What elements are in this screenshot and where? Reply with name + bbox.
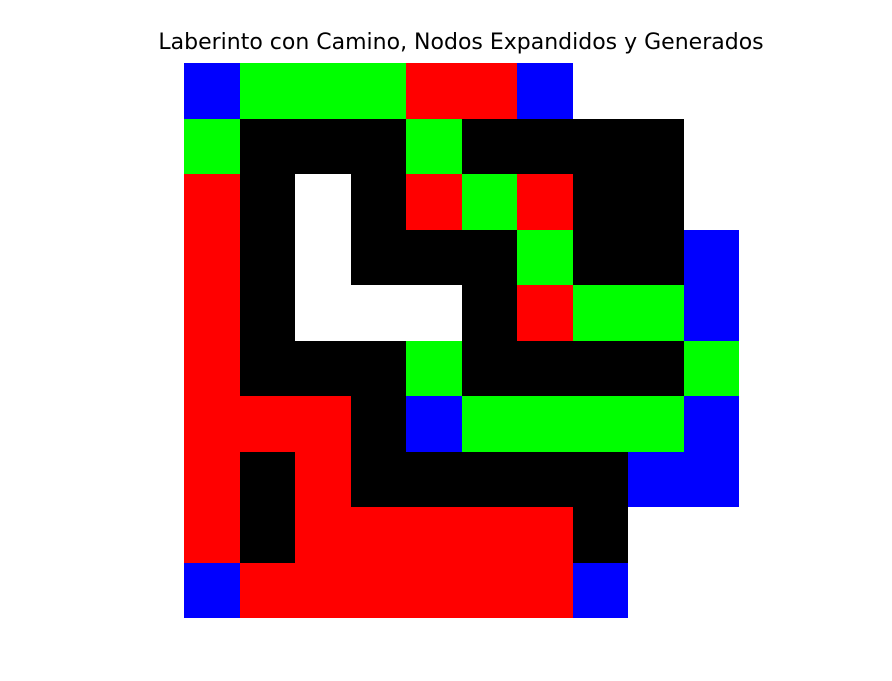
maze-cell-pared-r5-c7 xyxy=(573,341,628,396)
maze-cell-pared-r1-c1 xyxy=(240,119,295,174)
maze-cell-pared-r2-c1 xyxy=(240,174,295,230)
maze-cell-camino-r8-c3 xyxy=(351,507,406,563)
maze-cell-generado-r6-c9 xyxy=(684,396,739,452)
maze-cell-generado-r7-c8 xyxy=(628,452,684,507)
maze-cell-pared-r3-c7 xyxy=(573,230,628,285)
maze-cell-camino-r5-c0 xyxy=(184,341,240,396)
maze-cell-expandido-r0-c3 xyxy=(351,63,406,119)
maze-cell-expandido-r6-c5 xyxy=(462,396,517,452)
maze-cell-generado-r4-c9 xyxy=(684,285,739,341)
maze-cell-pared-r8-c7 xyxy=(573,507,628,563)
maze-cell-expandido-r6-c8 xyxy=(628,396,684,452)
maze-cell-camino-r9-c4 xyxy=(406,563,462,618)
maze-cell-libre-r8-c9 xyxy=(684,507,739,563)
maze-cell-pared-r2-c3 xyxy=(351,174,406,230)
maze-cell-camino-r3-c0 xyxy=(184,230,240,285)
maze-cell-generado-r6-c4 xyxy=(406,396,462,452)
maze-cell-generado-r3-c9 xyxy=(684,230,739,285)
maze-cell-pared-r1-c5 xyxy=(462,119,517,174)
maze-cell-libre-r8-c8 xyxy=(628,507,684,563)
maze-cell-pared-r3-c1 xyxy=(240,230,295,285)
maze-cell-camino-r0-c5 xyxy=(462,63,517,119)
maze-cell-pared-r7-c3 xyxy=(351,452,406,507)
maze-cell-expandido-r6-c6 xyxy=(517,396,573,452)
maze-cell-pared-r7-c7 xyxy=(573,452,628,507)
maze-cell-pared-r2-c7 xyxy=(573,174,628,230)
maze-cell-libre-r4-c4 xyxy=(406,285,462,341)
maze-cell-pared-r1-c2 xyxy=(295,119,351,174)
maze-cell-pared-r7-c5 xyxy=(462,452,517,507)
maze-cell-libre-r1-c9 xyxy=(684,119,739,174)
maze-cell-expandido-r2-c5 xyxy=(462,174,517,230)
maze-cell-expandido-r1-c0 xyxy=(184,119,240,174)
maze-cell-pared-r5-c6 xyxy=(517,341,573,396)
maze-cell-pared-r3-c4 xyxy=(406,230,462,285)
maze-cell-camino-r8-c5 xyxy=(462,507,517,563)
maze-cell-camino-r4-c6 xyxy=(517,285,573,341)
maze-cell-generado-r9-c0 xyxy=(184,563,240,618)
maze-cell-pared-r5-c3 xyxy=(351,341,406,396)
chart-title: Laberinto con Camino, Nodos Expandidos y Generados xyxy=(158,30,764,55)
maze-cell-camino-r2-c6 xyxy=(517,174,573,230)
maze-cell-generado-r9-c7 xyxy=(573,563,628,618)
maze-cell-generado-r0-c0 xyxy=(184,63,240,119)
maze-cell-camino-r8-c4 xyxy=(406,507,462,563)
maze-cell-expandido-r1-c4 xyxy=(406,119,462,174)
maze-cell-pared-r4-c1 xyxy=(240,285,295,341)
maze-cell-pared-r1-c6 xyxy=(517,119,573,174)
maze-cell-generado-r7-c9 xyxy=(684,452,739,507)
maze-cell-pared-r1-c3 xyxy=(351,119,406,174)
maze-cell-expandido-r4-c8 xyxy=(628,285,684,341)
maze-cell-expandido-r6-c7 xyxy=(573,396,628,452)
maze-cell-libre-r4-c2 xyxy=(295,285,351,341)
maze-cell-libre-r9-c8 xyxy=(628,563,684,618)
maze-cell-camino-r2-c0 xyxy=(184,174,240,230)
maze-cell-expandido-r3-c6 xyxy=(517,230,573,285)
maze-cell-camino-r7-c2 xyxy=(295,452,351,507)
maze-cell-pared-r5-c1 xyxy=(240,341,295,396)
maze-cell-expandido-r0-c2 xyxy=(295,63,351,119)
maze-cell-expandido-r5-c9 xyxy=(684,341,739,396)
maze-cell-libre-r4-c3 xyxy=(351,285,406,341)
maze-cell-camino-r8-c0 xyxy=(184,507,240,563)
maze-cell-expandido-r0-c1 xyxy=(240,63,295,119)
maze-cell-pared-r2-c8 xyxy=(628,174,684,230)
maze-cell-pared-r5-c5 xyxy=(462,341,517,396)
maze-cell-libre-r3-c2 xyxy=(295,230,351,285)
maze-cell-pared-r3-c5 xyxy=(462,230,517,285)
maze-cell-camino-r9-c3 xyxy=(351,563,406,618)
maze-cell-camino-r0-c4 xyxy=(406,63,462,119)
maze-cell-pared-r7-c4 xyxy=(406,452,462,507)
maze-cell-camino-r6-c0 xyxy=(184,396,240,452)
maze-cell-pared-r1-c7 xyxy=(573,119,628,174)
maze-cell-pared-r1-c8 xyxy=(628,119,684,174)
maze-cell-pared-r4-c5 xyxy=(462,285,517,341)
maze-cell-camino-r2-c4 xyxy=(406,174,462,230)
maze-cell-pared-r7-c1 xyxy=(240,452,295,507)
maze-cell-camino-r6-c2 xyxy=(295,396,351,452)
maze-cell-camino-r8-c2 xyxy=(295,507,351,563)
maze-cell-pared-r3-c3 xyxy=(351,230,406,285)
maze-cell-pared-r8-c1 xyxy=(240,507,295,563)
maze-cell-camino-r8-c6 xyxy=(517,507,573,563)
maze-cell-libre-r2-c2 xyxy=(295,174,351,230)
maze-cell-camino-r9-c6 xyxy=(517,563,573,618)
maze-cell-pared-r5-c2 xyxy=(295,341,351,396)
maze-cell-pared-r7-c6 xyxy=(517,452,573,507)
maze-cell-pared-r6-c3 xyxy=(351,396,406,452)
maze-cells xyxy=(184,63,739,618)
maze-cell-pared-r3-c8 xyxy=(628,230,684,285)
maze-cell-camino-r9-c1 xyxy=(240,563,295,618)
maze-cell-camino-r4-c0 xyxy=(184,285,240,341)
maze-cell-libre-r0-c8 xyxy=(628,63,684,119)
maze-cell-camino-r9-c2 xyxy=(295,563,351,618)
maze-cell-camino-r6-c1 xyxy=(240,396,295,452)
maze-cell-expandido-r5-c4 xyxy=(406,341,462,396)
maze-cell-pared-r5-c8 xyxy=(628,341,684,396)
maze-cell-expandido-r4-c7 xyxy=(573,285,628,341)
maze-cell-libre-r0-c7 xyxy=(573,63,628,119)
maze-cell-camino-r9-c5 xyxy=(462,563,517,618)
maze-cell-camino-r7-c0 xyxy=(184,452,240,507)
maze-cell-libre-r0-c9 xyxy=(684,63,739,119)
maze-cell-libre-r9-c9 xyxy=(684,563,739,618)
maze-cell-libre-r2-c9 xyxy=(684,174,739,230)
maze-cell-generado-r0-c6 xyxy=(517,63,573,119)
